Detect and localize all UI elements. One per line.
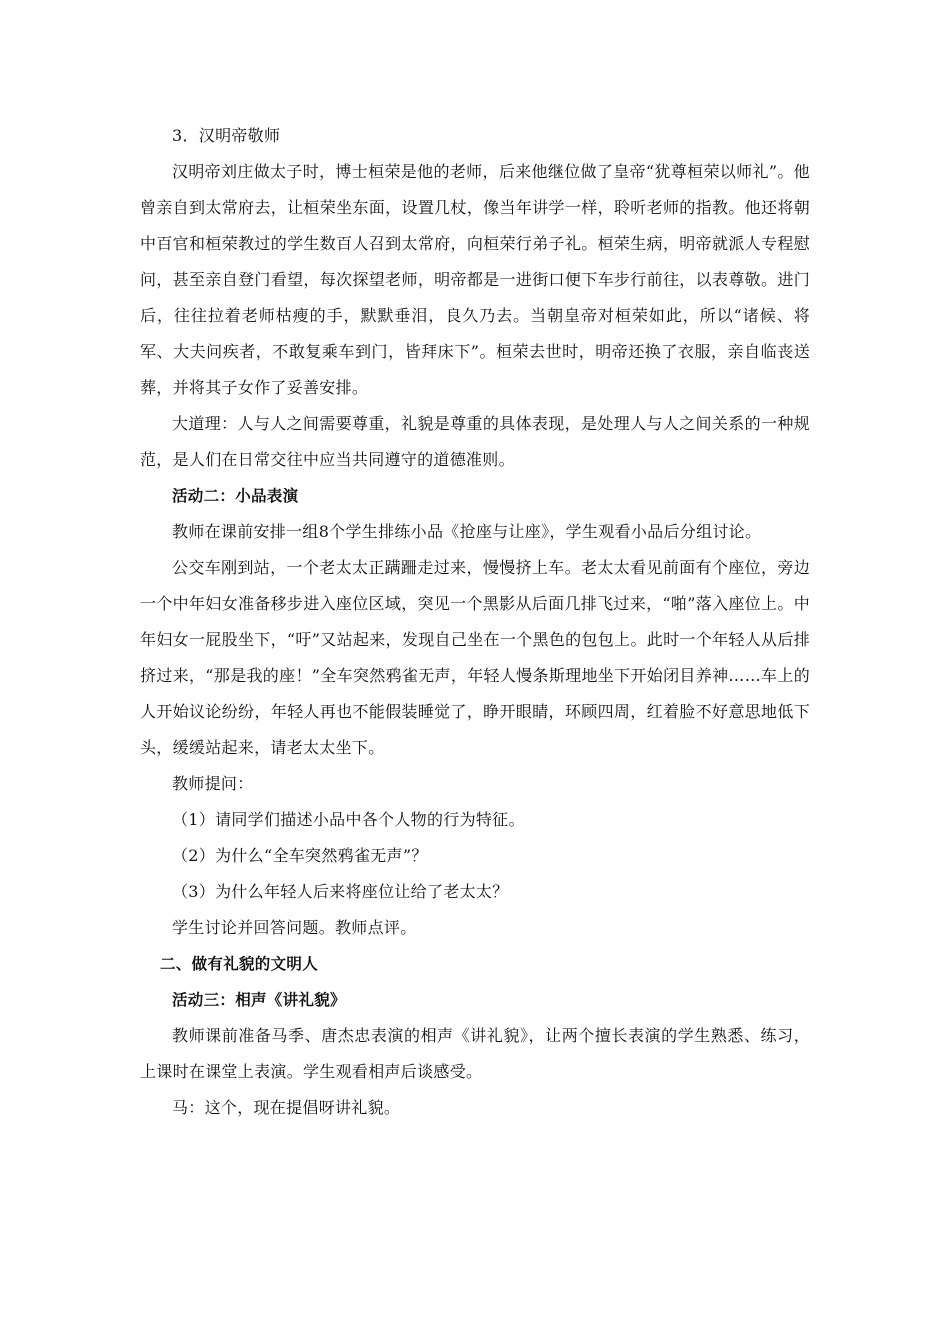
skit-paragraph: 公交车刚到站，一个老太太正蹒跚走过来，慢慢挤上车。老太太看见前面有个座位，旁边一个中年妇女准备移步进入座位区域，突见一个黑影从后面几排飞过来，“啪”落入座位上。中年妇女一屁股坐下，“吁”又站起来，发现自己坐在一个黑色的包包上。此时一个年轻人从后排挤过来，“那是我的座！”全车突然鸦雀无声，年轻人慢条斯理地坐下开始闭目养神……车上的人开始议论纷纷，年轻人再也不能假装睡觉了，睁开眼睛，环顾四周，红着脸不好意思地低下头，缓缓站起来，请老太太坐下。 <box>140 558 810 757</box>
heading-ming-emperor: 3．汉明帝敬师 <box>172 126 281 145</box>
document-body <box>140 118 810 1126</box>
question-item: （1）请同学们描述小品中各个人物的行为特征。 <box>172 810 525 829</box>
teacher-question-label: 教师提问： <box>172 774 254 793</box>
dialogue-line: 马：这个，现在提倡呀讲礼貌。 <box>172 1098 401 1117</box>
activity3-title: 活动三：相声《讲礼貌》 <box>172 991 346 1009</box>
activity2-title: 活动二：小品表演 <box>172 487 299 505</box>
discussion-paragraph: 学生讨论并回答问题。教师点评。 <box>172 918 417 937</box>
activity2-intro: 教师在课前安排一组8个学生排练小品《抢座与让座》，学生观看小品后分组讨论。 <box>172 522 762 541</box>
activity3-intro: 教师课前准备马季、唐杰忠表演的相声《讲礼貌》，让两个擅长表演的学生熟悉、练习，上课时在课堂上表演。学生观看相声后谈感受。 <box>140 1026 810 1081</box>
story-paragraph: 汉明帝刘庄做太子时，博士桓荣是他的老师，后来他继位做了皇帝“犹尊桓荣以师礼”。他曾亲自到太常府去，让桓荣坐东面，设置几杖，像当年讲学一样，聆听老师的指教。他还将朝中百官和桓荣教过的学生数百人召到太常府，向桓荣行弟子礼。桓荣生病，明帝就派人专程慰问，甚至亲自登门看望，每次探望老师，明帝都是一进街口便下车步行前往，以表尊敬。进门后，往往拉着老师枯瘦的手，默默垂泪，良久乃去。当朝皇帝对桓荣如此，所以“诸候、将军、大夫问疾者，不敢复乘车到门，皆拜床下”。桓荣去世时，明帝还换了衣服，亲自临丧送葬，并将其子女作了妥善安排。 <box>140 162 810 397</box>
question-item: （3）为什么年轻人后来将座位让给了老太太？ <box>172 882 509 901</box>
principle-paragraph: 大道理：人与人之间需要尊重，礼貌是尊重的具体表现，是处理人与人之间关系的一种规范，是人们在日常交往中应当共同遵守的道德准则。 <box>140 414 810 469</box>
question-item: （2）为什么“全车突然鸦雀无声”？ <box>172 846 428 865</box>
section2-title: 二、做有礼貌的文明人 <box>160 955 319 973</box>
